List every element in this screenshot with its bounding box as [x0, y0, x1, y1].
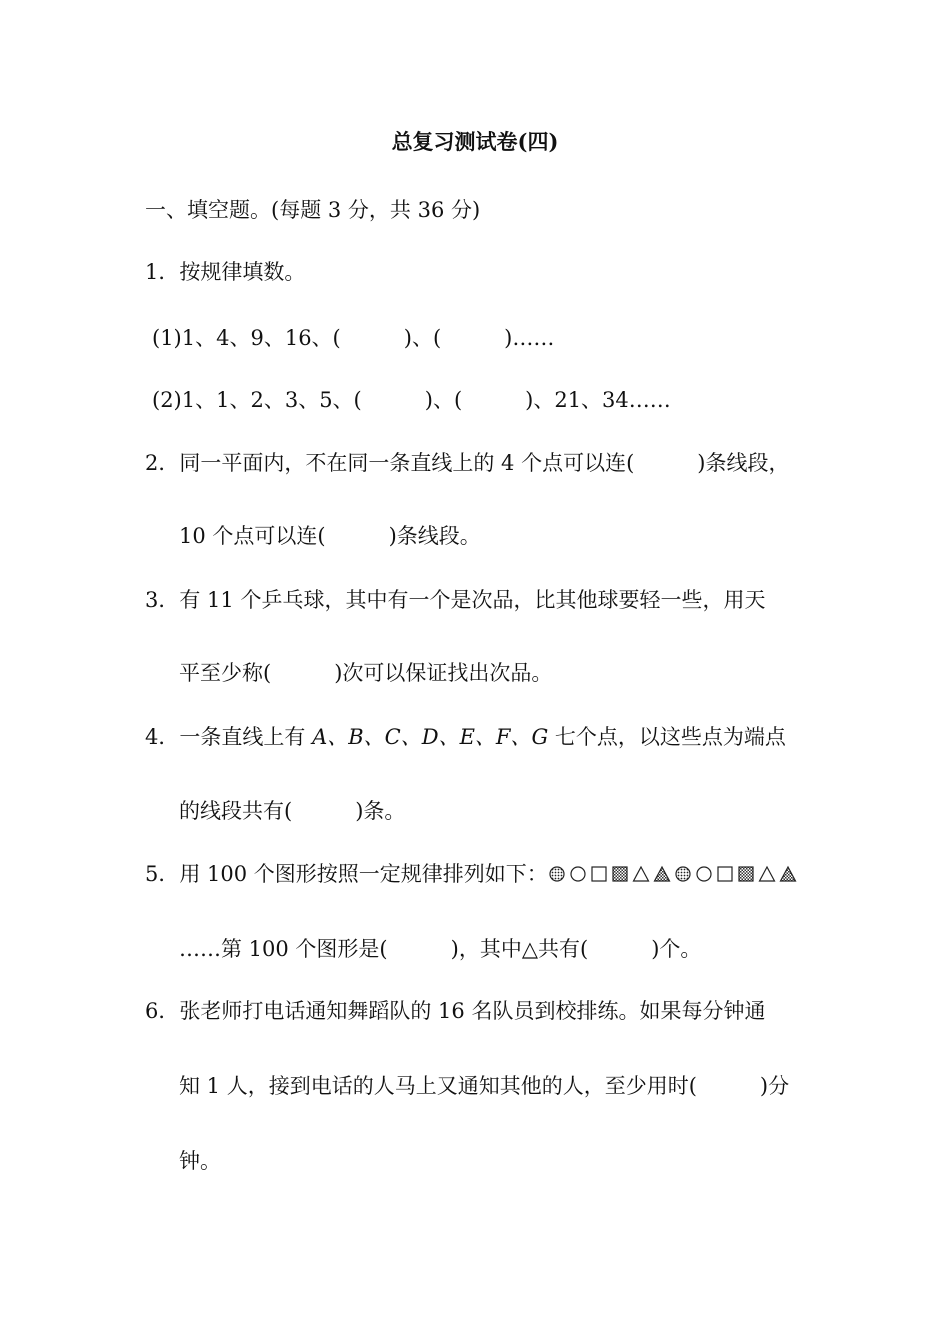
question-text: 同一平面内，不在同一条直线上的 4 个点可以连(	[179, 451, 635, 475]
question-text: 知 1 人，接到电话的人马上又通知其他的人，至少用时(	[179, 1074, 697, 1098]
question-text: 10 个点可以连(	[179, 524, 326, 548]
question-text: 的线段共有(	[179, 799, 293, 823]
square-icon	[716, 865, 734, 883]
dotted-circle-icon	[674, 865, 692, 883]
sequence-text: (2)1、1、2、3、5、(	[152, 388, 362, 412]
triangle-icon	[632, 865, 650, 883]
question-3-line-2	[179, 659, 552, 687]
question-text: 用 100 个图形按照一定规律排列如下：	[179, 862, 548, 886]
circle-icon	[569, 865, 587, 883]
sequence-text: )、(	[403, 326, 442, 350]
shaded-square-icon	[611, 865, 629, 883]
question-3	[145, 586, 765, 614]
question-2-line-2	[179, 522, 481, 550]
question-text: 七个点，以这些点为端点	[548, 725, 786, 749]
shaded-triangle-icon	[653, 865, 671, 883]
question-text: ……第 100 个图形是(	[179, 937, 388, 961]
question-4	[145, 723, 786, 751]
question-number: 2．	[145, 451, 180, 475]
circle-icon	[695, 865, 713, 883]
sequence-text: )、(	[424, 388, 463, 412]
point-labels: A、B、C、D、E、F、G	[312, 725, 549, 749]
question-text: )分	[759, 1074, 790, 1098]
page-title: 总复习测试卷(四)	[391, 129, 559, 154]
shaded-square-icon	[737, 865, 755, 883]
question-6	[145, 997, 765, 1025]
shape-sequence	[548, 862, 800, 886]
question-2	[145, 449, 789, 477]
question-1	[145, 258, 305, 286]
sequence-text: )……	[504, 326, 555, 350]
question-text: )，其中△共有(	[450, 937, 589, 961]
square-icon	[590, 865, 608, 883]
question-1-part-1	[152, 324, 554, 352]
question-text: 有 11 个乒乓球，其中有一个是次品，比其他球要轻一些，用天	[179, 588, 766, 612]
sequence-text: (1)1、4、9、16、(	[152, 326, 341, 350]
shaded-triangle-icon	[779, 865, 797, 883]
question-1-part-2	[152, 386, 671, 414]
question-number: 3．	[145, 588, 180, 612]
question-text: 一条直线上有	[179, 725, 313, 749]
question-number: 5．	[145, 862, 180, 886]
question-6-line-2	[179, 1072, 789, 1100]
question-text: )条线段。	[388, 524, 481, 548]
question-number: 4．	[145, 725, 180, 749]
question-6-line-3: 钟。	[179, 1149, 221, 1173]
question-text: )个。	[651, 937, 702, 961]
triangle-icon	[758, 865, 776, 883]
question-number: 6．	[145, 999, 180, 1023]
question-text: 按规律填数。	[179, 260, 306, 284]
question-text: 平至少称(	[179, 661, 272, 685]
dotted-circle-icon	[548, 865, 566, 883]
question-5	[145, 860, 800, 888]
question-number: 1．	[145, 260, 180, 284]
sequence-text: )、21、34……	[525, 388, 671, 412]
question-text: )条。	[355, 799, 406, 823]
section-heading: 一、填空题。(每题 3 分，共 36 分)	[145, 198, 481, 222]
question-text: )条线段，	[697, 451, 790, 475]
question-4-line-2	[179, 797, 405, 825]
question-text: 张老师打电话通知舞蹈队的 16 名队员到校排练。如果每分钟通	[179, 999, 766, 1023]
question-text: )次可以保证找出次品。	[334, 661, 553, 685]
question-5-line-2	[179, 935, 701, 963]
